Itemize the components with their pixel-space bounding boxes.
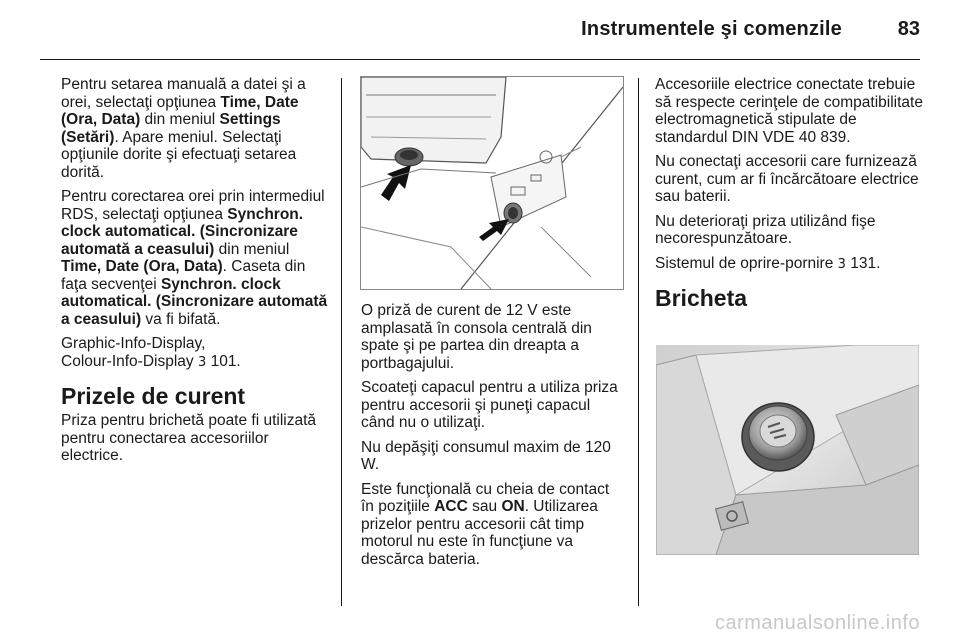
text-run: . Apare meniul. Selectaţi opţiunile dorite şi efectuaţi setarea dorită. — [61, 128, 297, 181]
text-run: din meniul — [140, 111, 220, 128]
paragraph-display-reference — [61, 335, 329, 371]
menu-option-synchron-clock: Synchron. clock automatical. (Sincronizare automată a ceasului) — [61, 205, 304, 258]
text-run: Pentru corectarea orei prin intermediul RDS, selectaţi opţiunea — [61, 188, 325, 223]
text-run: va fi bifată. — [141, 310, 221, 328]
column-divider-2 — [638, 78, 639, 606]
paragraph-manual-date-time — [61, 76, 329, 181]
text-run: din meniul — [214, 240, 290, 258]
menu-option-time-date: Time, Date (Ora, Data) — [61, 93, 299, 128]
paragraph-outlet-location: O priză de curent de 12 V este amplasată în consola centrală din spate şi pe partea din dreapta a portbagajului. — [361, 302, 592, 372]
menu-time-date: Time, Date (Ora, Data) — [61, 258, 223, 275]
section-heading-lighter: Bricheta — [655, 285, 748, 311]
page-reference-icon: 3 — [837, 256, 846, 272]
column-divider-1 — [341, 78, 342, 606]
text-run: Este funcţională cu cheia de contact în poziţiile — [361, 480, 610, 515]
paragraph-outlet-cover: Scoateţi capacul pentru a utiliza priza pentru accesorii şi puneţi capacul când nu o utilizaţi. — [361, 379, 618, 431]
page-number: 83 — [897, 18, 920, 40]
figure-power-outlets — [360, 76, 624, 290]
ignition-acc: ACC — [434, 498, 468, 515]
text-run: sau — [467, 498, 502, 515]
text-run: Sistemul de oprire-pornire — [655, 254, 838, 272]
paragraph-ignition-positions — [361, 481, 625, 569]
figure-cigarette-lighter — [656, 345, 919, 555]
column-left — [61, 76, 329, 472]
ignition-on: ON — [501, 498, 525, 515]
paragraph-lighter-socket: Priza pentru brichetă poate fi utilizată pentru conectarea accesoriilor electrice. — [61, 412, 317, 464]
paragraph-rds-correction — [61, 188, 329, 328]
paragraph-no-chargers: Nu conectaţi accesorii care furnizează curent, cum ar fi încărcătoare electrice sau baterii. — [655, 153, 919, 205]
page-reference[interactable]: 101. — [206, 352, 241, 370]
watermark: carmanualsonline.info — [714, 612, 920, 634]
cigarette-lighter-illustration — [656, 345, 919, 555]
section-heading-power-outlets: Prizele de curent — [61, 383, 246, 409]
column-middle — [361, 302, 625, 575]
paragraph-max-consumption: Nu depăşiţi consumul maxim de 120 W. — [361, 438, 611, 473]
text-run: Pentru setarea manuală a datei şi a orei, selectaţi opţiunea — [61, 76, 306, 111]
text-run: . Utilizarea prizelor pentru accesorii cât timp motorul nu este în funcţiune va descărca bateria. — [361, 498, 598, 568]
menu-settings: Settings (Setări) — [61, 111, 281, 146]
header-divider — [40, 59, 920, 60]
text-run: . Caseta din faţa secvenţei — [61, 258, 306, 293]
column-right — [655, 76, 923, 314]
text-run: Graphic-Info-Display, — [61, 335, 206, 352]
page-reference-icon: 3 — [197, 354, 207, 370]
power-outlet-illustration — [361, 77, 623, 289]
menu-option-synchron-clock-2: Synchron. clock automatical. (Sincronizare automată a ceasului) — [61, 275, 328, 328]
text-run: Colour-Info-Display — [61, 352, 194, 370]
paragraph-no-improper-plugs: Nu deterioraţi priza utilizând fişe necorespunzătoare. — [655, 212, 876, 247]
paragraph-emc-standard: Accesoriile electrice conectate trebuie să respecte cerinţele de compatibilitate electromagnetică stipulate de standardul DIN VDE 40 839. — [655, 76, 923, 146]
page-title: Instrumentele şi comenzile — [581, 18, 842, 40]
paragraph-stop-start — [655, 255, 923, 274]
page-reference[interactable]: 131. — [845, 254, 881, 272]
